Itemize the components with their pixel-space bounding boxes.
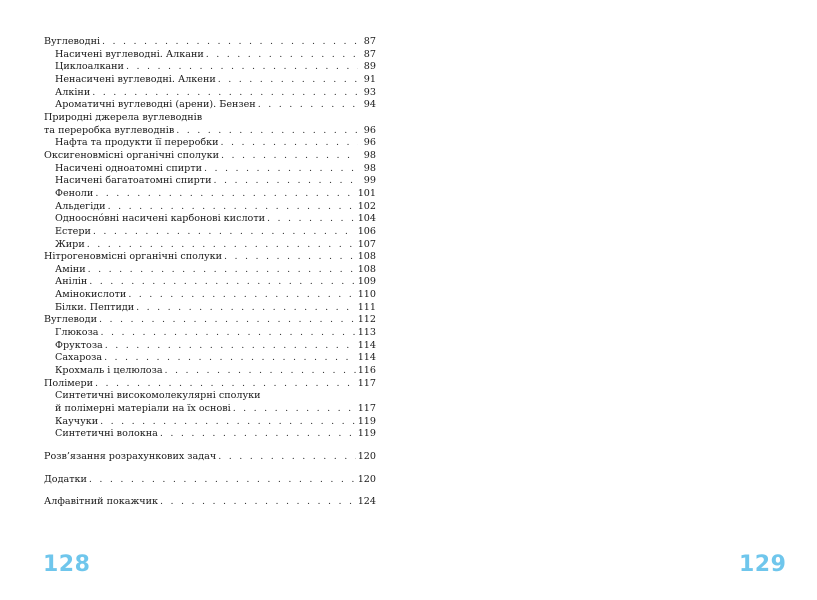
dot-leader <box>221 137 358 150</box>
toc-entry <box>44 49 376 62</box>
toc-entry-title: Насичені вуглеводні. Алкани <box>55 48 204 60</box>
toc-section[interactable] <box>44 36 376 49</box>
toc-gap <box>44 464 376 474</box>
toc-entry-title: Алфавітний покажчик <box>44 496 159 508</box>
toc-entry-title: Естери <box>55 225 91 237</box>
toc-entry-title: Алкіни <box>55 86 91 98</box>
toc-page-number: 116 <box>357 365 376 377</box>
toc-entry <box>44 137 376 150</box>
dot-leader <box>165 365 356 378</box>
toc-entry-title: Одноосно́вні насичені карбонові кислоти <box>55 213 266 225</box>
dot-leader <box>218 74 358 87</box>
dot-leader <box>108 201 356 214</box>
dot-leader <box>89 276 355 289</box>
table-of-contents <box>44 36 376 509</box>
toc-section[interactable] <box>44 150 376 163</box>
toc-page-number: 98 <box>363 149 376 161</box>
toc-subsection[interactable] <box>44 74 376 87</box>
toc-page-number: 104 <box>357 213 376 225</box>
toc-subsection[interactable] <box>44 137 376 150</box>
page-number-right: 129 <box>739 552 787 577</box>
toc-entry-title: Жири <box>55 238 85 250</box>
toc-entry <box>44 61 376 74</box>
toc-entry <box>44 378 376 391</box>
toc-subsection[interactable] <box>44 302 376 315</box>
dot-leader <box>214 175 359 188</box>
toc-entry <box>44 428 376 441</box>
toc-entry <box>44 276 376 289</box>
toc-entry <box>44 175 376 188</box>
toc-section[interactable] <box>44 451 376 464</box>
toc-page-number: 124 <box>357 496 376 508</box>
toc-page-number: 119 <box>357 415 376 427</box>
toc-page-number: 102 <box>357 200 376 212</box>
toc-entry-title-line: Синтетичні високомолекулярні сполуки <box>55 390 261 402</box>
toc-entry-title: Каучуки <box>55 415 99 427</box>
toc-page-number: 106 <box>357 225 376 237</box>
toc-entry-title: Сахароза <box>55 352 103 364</box>
toc-page-number: 108 <box>357 251 376 263</box>
dot-leader <box>204 163 358 176</box>
toc-entry <box>44 239 376 252</box>
dot-leader <box>176 125 358 138</box>
toc-entry-title: Фруктоза <box>55 339 103 351</box>
dot-leader <box>206 49 358 62</box>
dot-leader <box>101 327 356 340</box>
toc-entry-title: Аміни <box>55 263 86 275</box>
toc-page-number: 114 <box>357 339 376 351</box>
toc-entry <box>44 365 376 378</box>
toc-entry-title: й полімерні матеріали на їх основі <box>55 403 231 415</box>
toc-subsection[interactable] <box>44 99 376 112</box>
dot-leader <box>102 36 358 49</box>
toc-entry <box>44 327 376 340</box>
toc-entry-title: Нафта та продукти її переробки <box>55 137 219 149</box>
toc-subsection[interactable] <box>44 365 376 378</box>
dot-leader <box>218 451 355 464</box>
toc-subsection[interactable] <box>44 352 376 365</box>
toc-page-number: 93 <box>363 86 376 98</box>
dot-leader <box>100 416 356 429</box>
toc-page-number: 114 <box>357 352 376 364</box>
toc-entry-title: Глюкоза <box>55 327 99 339</box>
toc-page-number: 91 <box>363 73 376 85</box>
dot-leader <box>93 226 356 239</box>
toc-section[interactable] <box>44 112 376 137</box>
dot-leader <box>224 251 356 264</box>
toc-page-number: 87 <box>363 36 376 47</box>
toc-subsection[interactable] <box>44 61 376 74</box>
toc-page-number: 96 <box>363 124 376 136</box>
dot-leader <box>89 474 356 487</box>
toc-subsection[interactable] <box>44 213 376 226</box>
toc-entry-title: Нітрогеновмісні органічні сполуки <box>44 251 223 263</box>
dot-leader <box>92 87 358 100</box>
toc-entry <box>44 99 376 112</box>
toc-entry <box>44 264 376 277</box>
toc-page-number: 107 <box>357 238 376 250</box>
toc-entry-title: Альдегіди <box>55 200 106 212</box>
dot-leader <box>126 61 358 74</box>
toc-entry <box>44 251 376 264</box>
toc-entry-title: Амінокислоти <box>55 289 127 301</box>
toc-subsection[interactable] <box>44 49 376 62</box>
toc-section[interactable] <box>44 496 376 509</box>
toc-page-number: 108 <box>357 263 376 275</box>
toc-entry <box>44 150 376 163</box>
toc-entry <box>44 314 376 327</box>
toc-entry-title: Ненасичені вуглеводні. Алкени <box>55 73 216 85</box>
toc-entry-title: Синтетичні волокна <box>55 428 158 440</box>
toc-entry <box>44 36 376 49</box>
dot-leader <box>160 428 356 441</box>
toc-subsection[interactable] <box>44 163 376 176</box>
toc-page-number: 112 <box>357 314 376 326</box>
toc-page-number: 110 <box>357 289 376 301</box>
toc-section[interactable] <box>44 251 376 264</box>
toc-subsection[interactable] <box>44 276 376 289</box>
toc-page-number: 120 <box>357 473 376 485</box>
toc-entry <box>44 188 376 201</box>
toc-subsection[interactable] <box>44 239 376 252</box>
toc-entry <box>44 74 376 87</box>
dot-leader <box>104 352 356 365</box>
dot-leader <box>136 302 356 315</box>
toc-entry-title: Вуглеводні <box>44 36 101 47</box>
dot-leader <box>221 150 358 163</box>
toc-entry <box>44 352 376 365</box>
toc-entry-title: Білки. Пептиди <box>55 301 135 313</box>
toc-page-number: 117 <box>357 403 376 415</box>
toc-page-number: 117 <box>357 377 376 389</box>
dot-leader <box>95 188 355 201</box>
toc-subsection[interactable] <box>44 416 376 429</box>
toc-subsection[interactable] <box>44 264 376 277</box>
toc-subsection[interactable] <box>44 175 376 188</box>
toc-page-number: 113 <box>357 327 376 339</box>
dot-leader <box>88 264 356 277</box>
toc-section[interactable] <box>44 314 376 327</box>
toc-gap <box>44 486 376 496</box>
toc-subsection[interactable] <box>44 226 376 239</box>
toc-entry <box>44 201 376 214</box>
toc-page-number: 101 <box>357 187 376 199</box>
toc-entry-title: Насичені одноатомні спирти <box>55 162 203 174</box>
dot-leader <box>258 99 358 112</box>
toc-entry <box>44 474 376 487</box>
toc-entry-title: Феноли <box>55 187 94 199</box>
toc-entry <box>44 125 376 138</box>
dot-leader <box>160 496 356 509</box>
dot-leader <box>233 403 356 416</box>
toc-page-number: 96 <box>363 137 376 149</box>
page-number-left: 128 <box>43 552 91 577</box>
toc-subsection[interactable] <box>44 87 376 100</box>
toc-section[interactable] <box>44 474 376 487</box>
dot-leader <box>105 340 356 353</box>
toc-entry <box>44 302 376 315</box>
toc-subsection[interactable] <box>44 428 376 441</box>
toc-page-number: 119 <box>357 428 376 440</box>
toc-entry-title: Полімери <box>44 377 93 389</box>
toc-entry-title: Оксигеновмісні органічні сполуки <box>44 149 219 161</box>
toc-entry-title: Насичені багатоатомні спирти <box>55 175 212 187</box>
toc-section[interactable] <box>44 378 376 391</box>
toc-subsection[interactable] <box>44 340 376 353</box>
toc-entry <box>44 213 376 226</box>
toc-page-number: 89 <box>363 61 376 73</box>
toc-entry-title: Додатки <box>44 473 87 485</box>
toc-subsection[interactable] <box>44 188 376 201</box>
toc-page-number: 109 <box>357 276 376 288</box>
toc-entry <box>44 289 376 302</box>
toc-page-number: 120 <box>357 451 376 462</box>
toc-entry <box>44 416 376 429</box>
toc-subsection[interactable] <box>44 289 376 302</box>
toc-entry-title: Крохмаль і целюлоза <box>55 365 163 377</box>
toc-subsection[interactable] <box>44 327 376 340</box>
toc-entry <box>44 451 376 464</box>
toc-entry-title: Вуглеводи <box>44 314 97 326</box>
toc-entry <box>44 87 376 100</box>
dot-leader <box>95 378 356 391</box>
toc-page-number: 111 <box>357 301 376 313</box>
toc-entry-title: Ароматичні вуглеводні (арени). Бензен <box>55 99 256 111</box>
toc-entry <box>44 403 376 416</box>
toc-page-number: 87 <box>363 48 376 60</box>
toc-entry-title: Циклоалкани <box>55 61 124 73</box>
toc-page-number: 94 <box>363 99 376 111</box>
toc-entry-title: та переробка вуглеводнів <box>44 124 175 136</box>
toc-entry <box>44 226 376 239</box>
toc-entry <box>44 340 376 353</box>
toc-subsection[interactable] <box>44 390 376 415</box>
toc-page-number: 98 <box>363 162 376 174</box>
toc-entry-title-line: Природні джерела вуглеводнів <box>44 111 203 123</box>
toc-entry-title: Розв’язання розрахункових задач <box>44 451 217 462</box>
dot-leader <box>267 213 356 226</box>
toc-entry <box>44 163 376 176</box>
toc-gap <box>44 441 376 451</box>
toc-entry-title: Анілін <box>55 276 88 288</box>
dot-leader <box>87 239 356 252</box>
dot-leader <box>128 289 355 302</box>
toc-page-number: 99 <box>363 175 376 187</box>
dot-leader <box>99 314 356 327</box>
toc-subsection[interactable] <box>44 201 376 214</box>
toc-entry <box>44 496 376 509</box>
